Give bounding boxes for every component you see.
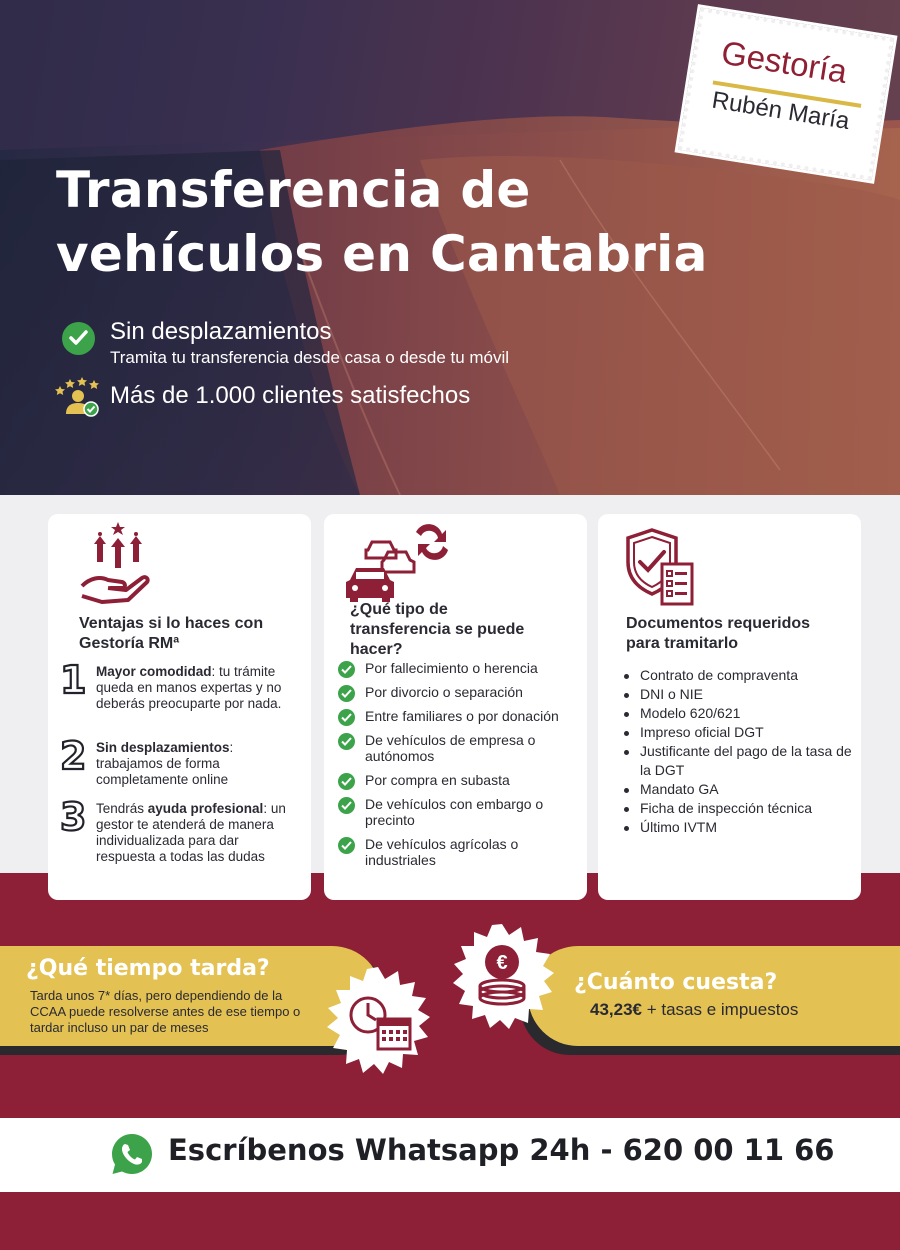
- list-item: De vehículos agrícolas o industriales: [338, 836, 578, 868]
- cars-transfer-icon: [346, 522, 456, 602]
- check-icon: [338, 685, 355, 702]
- cost-box: [528, 946, 900, 1046]
- hand-arrows-growth-icon: [78, 522, 150, 606]
- list-item: De vehículos con embargo o precinto: [338, 796, 578, 828]
- title-line-2: vehículos en Cantabria: [56, 225, 708, 283]
- item-number: 2: [60, 734, 87, 778]
- documents-list: [624, 666, 852, 837]
- list-item: Ficha de inspección técnica: [624, 799, 852, 818]
- page-title: [56, 158, 708, 286]
- feature-title: Sin desplazamientos: [110, 318, 332, 345]
- check-icon: [338, 733, 355, 750]
- item-number: 3: [60, 795, 87, 839]
- list-item: De vehículos de empresa o autónomos: [338, 732, 578, 764]
- title-line-1: Transferencia de: [56, 161, 531, 219]
- documents-card: [598, 514, 861, 900]
- logo-subtitle: Rubén María: [710, 86, 852, 136]
- rated-customer-icon: [54, 376, 102, 418]
- check-icon: [338, 709, 355, 726]
- check-icon: [338, 837, 355, 854]
- list-item: Último IVTM: [624, 818, 852, 837]
- check-icon: [338, 797, 355, 814]
- item-number: 1: [60, 658, 87, 702]
- shield-document-icon: [626, 528, 698, 608]
- types-list: [338, 660, 578, 876]
- advantages-heading: Ventajas si lo haces con Gestoría RMª: [79, 615, 264, 652]
- list-item: Por compra en subasta: [338, 772, 578, 788]
- cost-text: 43,23€ + tasas e impuestos: [590, 1000, 799, 1019]
- list-item: Por divorcio o separación: [338, 684, 578, 700]
- whatsapp-icon[interactable]: [110, 1132, 154, 1176]
- list-item: Entre familiares o por donación: [338, 708, 578, 724]
- feature-subtitle: Tramita tu transferencia desde casa o desde tu móvil: [110, 348, 510, 367]
- check-icon: [338, 773, 355, 790]
- list-item: Contrato de compraventa: [624, 666, 852, 685]
- time-title: ¿Qué tiempo tarda?: [26, 956, 270, 981]
- transfer-types-card: [324, 514, 587, 900]
- feature-title: Más de 1.000 clientes satisfechos: [110, 382, 471, 409]
- logo-title: Gestoría: [718, 33, 850, 91]
- svg-text:€: €: [496, 952, 508, 974]
- types-heading: ¿Qué tipo de transferencia se puede hacer?: [350, 601, 525, 658]
- check-circle-icon: [62, 322, 95, 355]
- hero-banner: [0, 0, 900, 495]
- advantages-card: Ventajas si lo haces con Gestoría RMª 1 Mayor comodidad: tu trámite queda en manos expertas y no deberás preocuparte por nada. 2 Sin desplazamientos: trabajamos de forma completamente online 3 Tendrás ayuda profesional: un gestor te atenderá de manera individualizada para dar respuesta a todas las dudas: [48, 514, 311, 900]
- list-item: DNI o NIE: [624, 685, 852, 704]
- list-item: Por fallecimiento o herencia: [338, 660, 578, 676]
- maroon-footer-band: [0, 1192, 900, 1250]
- gestoria-logo: [678, 8, 894, 181]
- cost-title: ¿Cuánto cuesta?: [574, 970, 778, 995]
- time-text: Tarda unos 7* días, pero dependiendo de la CCAA puede resolverse antes de ese tiempo o tardar incluso un par de meses: [30, 988, 301, 1035]
- euro-coins-icon: [448, 922, 556, 1030]
- list-item: Justificante del pago de la tasa de la DGT: [624, 742, 852, 780]
- whatsapp-cta-text[interactable]: Escríbenos Whatsapp 24h - 620 00 11 66: [168, 1133, 835, 1167]
- check-icon: [338, 661, 355, 678]
- list-item: Impreso oficial DGT: [624, 723, 852, 742]
- list-item: Mandato GA: [624, 780, 852, 799]
- cost-price: 43,23€: [590, 1000, 642, 1019]
- list-item: Modelo 620/621: [624, 704, 852, 723]
- clock-calendar-icon: [322, 965, 434, 1077]
- documents-heading: Documentos requeridos para tramitarlo: [626, 615, 811, 652]
